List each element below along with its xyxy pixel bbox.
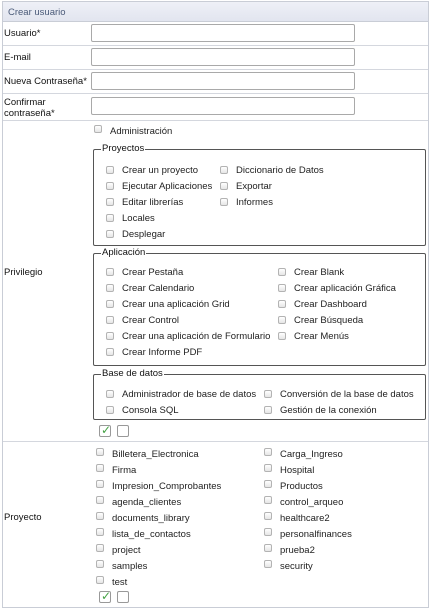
panel-title: Crear usuario: [3, 2, 428, 22]
legend-aplicacion: Aplicación: [102, 247, 146, 258]
fieldset-aplicacion: Aplicación Crear Pestaña Crear Calendario Crear una aplicación Grid Crear Control Crear una aplicación de Formulario Crear Informe PDF Crear Blank Crear aplicación Gráfica Crear Dashboard Crear Búsqueda Crear Menús: [93, 248, 426, 366]
confirm-label-line2: contraseña*: [4, 108, 55, 119]
confirm-row: [3, 94, 428, 121]
select-all-privilegios-checkbox[interactable]: [99, 425, 111, 437]
select-all-proyectos-checkbox[interactable]: [99, 591, 111, 603]
privilegio-label: Privilegio: [4, 267, 43, 278]
fieldset-proyectos: Proyectos Crear un proyecto Ejecutar Aplicaciones Editar librerías Locales Desplegar Diccionario de Datos Exportar Informes: [93, 144, 426, 246]
usuario-label: Usuario*: [4, 28, 41, 39]
usuario-input[interactable]: [91, 24, 355, 42]
usuario-row: [3, 22, 428, 46]
confirm-password-input[interactable]: [91, 97, 355, 115]
fieldset-base-datos: Base de datos Administrador de base de datos Consola SQL Conversión de la base de datos Gestión de la conexión: [93, 369, 426, 420]
password-input[interactable]: [91, 72, 355, 90]
confirm-label-line1: Confirmar: [4, 97, 46, 108]
checkmark-icon: ✓: [101, 589, 112, 603]
checkmark-icon: ✓: [101, 423, 112, 437]
legend-proyectos: Proyectos: [102, 143, 145, 154]
legend-base-datos: Base de datos: [102, 368, 163, 379]
create-user-panel: [2, 1, 429, 608]
proyecto-label: Proyecto: [4, 512, 42, 523]
privilegio-row: Privilegio Administración Proyectos Crear un proyecto Ejecutar Aplicaciones Editar librerías Locales Desplegar Diccionario de Datos Exportar Informes Aplicación Crear Pestaña Crear Calendario Crear una aplicación Grid Crear Control Crear una aplicación de Formulario Crear Informe PDF Crear Blank Crear aplicación Gráfica Crear Dashboard Crear Búsqueda Crear Menús Base de datos Administrador de base de datos Consola SQL Conversión de la base de datos Gestión de la conexión ✓: [3, 121, 428, 442]
deselect-all-privilegios-checkbox[interactable]: [117, 425, 129, 437]
checkbox-box[interactable]: [94, 125, 102, 133]
proyecto-row: Proyecto Billetera_Electronica Firma Impresion_Comprobantes agenda_clientes documents_library lista_de_contactos project samples test Carga_Ingreso Hospital Productos control_arqueo healthcare2 personalfinances prueba2 security ✓: [4, 449, 352, 603]
deselect-all-proyectos-checkbox[interactable]: [117, 591, 129, 603]
email-input[interactable]: [91, 48, 355, 66]
email-row: [3, 46, 428, 70]
password-row: [3, 70, 428, 94]
password-label: Nueva Contraseña*: [4, 76, 87, 87]
email-label: E-mail: [4, 52, 31, 63]
